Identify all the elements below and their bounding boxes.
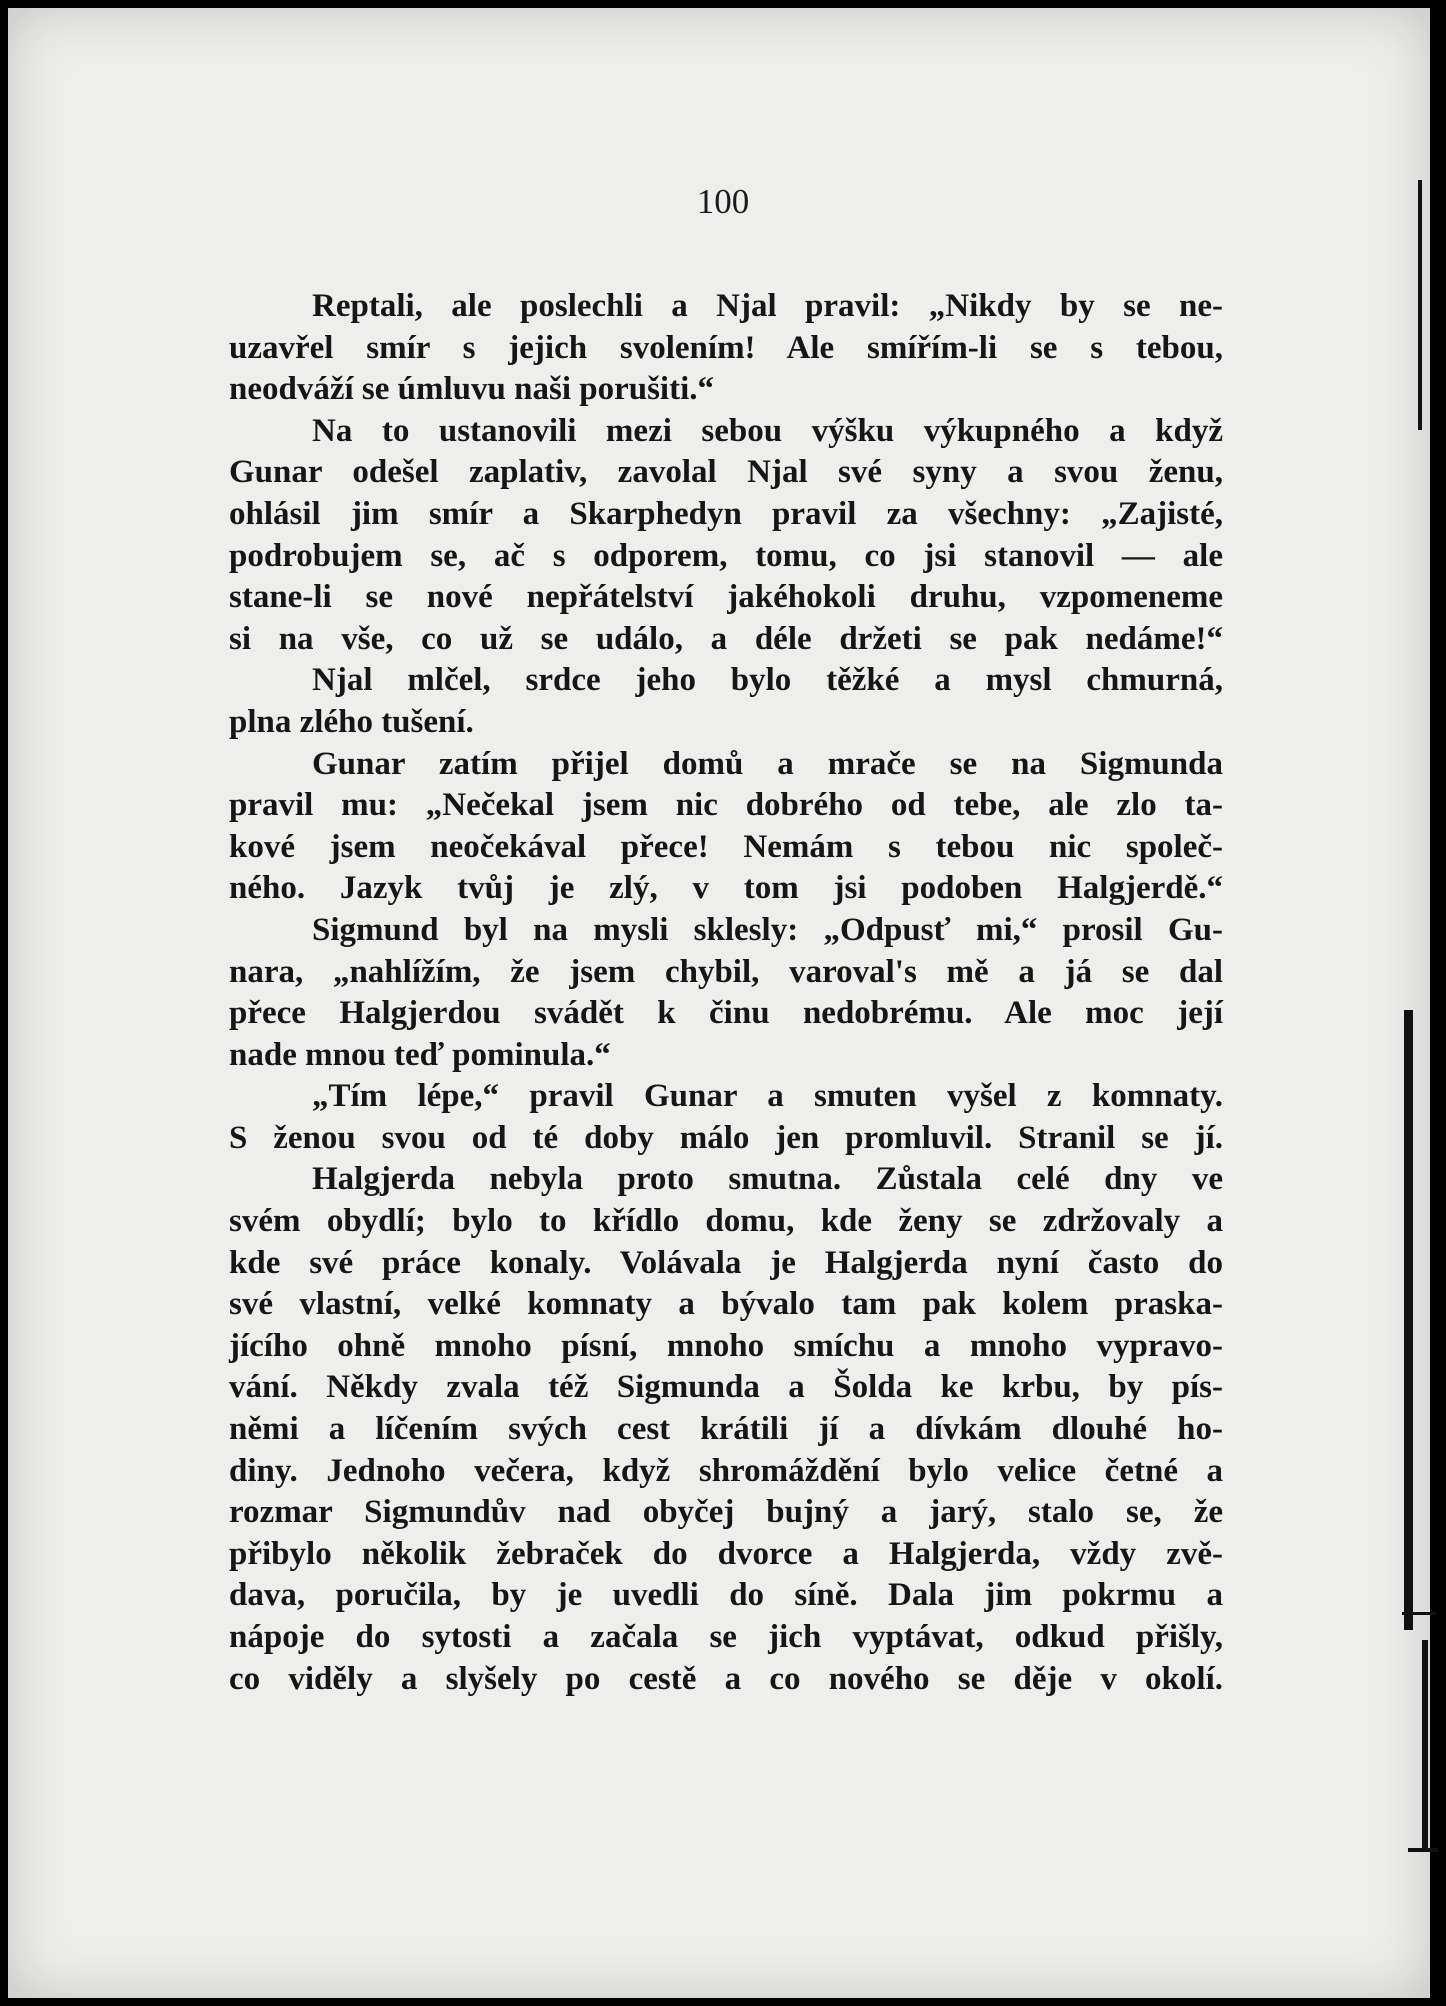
text-line: Gunar odešel zaplativ, zavolal Njal své syny a svou ženu, xyxy=(229,454,1223,491)
text-line: Reptali, ale poslechli a Njal pravil: „Nikdy by se ne- xyxy=(312,288,1223,324)
text-line: Halgjerda nebyla proto smutna. Zůstala celé dny ve xyxy=(312,1161,1223,1198)
text-line: kové jsem neočekával přece! Nemám s tebou nic společ- xyxy=(229,828,1223,865)
text-line: jícího ohně mnoho písní, mnoho smíchu a mnoho vypravo- xyxy=(229,1327,1223,1364)
text-line: uzavřel smír s jejich svolením! Ale smířím-li se s tebou, xyxy=(229,329,1223,366)
text-line: podrobujem se, ač s odporem, tomu, co jsi stanovil — ale xyxy=(229,537,1223,574)
text-line: plna zlého tušení. xyxy=(229,703,474,740)
text-line: rozmar Sigmundův nad obyčej bujný a jarý, stalo se, že xyxy=(229,1494,1223,1531)
text-line: kde své práce konaly. Volávala je Halgjerda nyní často do xyxy=(229,1244,1223,1281)
text-line: přibylo několik žebraček do dvorce a Halgjerda, vždy zvě- xyxy=(229,1535,1223,1572)
text-line: stane-li se nové nepřátelství jakéhokoli druhu, vzpomeneme xyxy=(229,579,1223,616)
paragraph xyxy=(229,286,1223,411)
paragraph xyxy=(229,744,1223,910)
text-line: pravil mu: „Nečekal jsem nic dobrého od tebe, ale zlo ta- xyxy=(229,787,1223,824)
paragraph xyxy=(229,1159,1223,1700)
paragraph xyxy=(229,910,1223,1076)
paragraph xyxy=(229,1076,1223,1159)
text-line: si na vše, co už se událo, a déle držeti se pak nedáme!“ xyxy=(229,620,1223,657)
text-line: diny. Jednoho večera, když shromáždění bylo velice četné a xyxy=(229,1452,1223,1489)
text-line: Gunar zatím přijel domů a mrače se na Sigmunda xyxy=(312,745,1223,782)
text-line: Njal mlčel, srdce jeho bylo těžké a mysl chmurná, xyxy=(312,662,1223,699)
binding-edge-tick xyxy=(1408,1848,1438,1852)
text-line: ohlásil jim smír a Skarphedyn pravil za všechny: „Zajisté, xyxy=(229,495,1223,532)
paragraph xyxy=(229,660,1223,743)
binding-edge-line xyxy=(1422,1640,1428,1850)
text-line: co viděly a slyšely po cestě a co nového se děje v okolí. xyxy=(229,1660,1223,1697)
paragraph xyxy=(229,411,1223,661)
page-number: 100 xyxy=(696,182,750,221)
text-line: „Tím lépe,“ pravil Gunar a smuten vyšel z komnaty. xyxy=(312,1078,1223,1115)
text-line: své vlastní, velké komnaty a bývalo tam pak kolem praska- xyxy=(229,1286,1223,1323)
text-line: nara, „nahlížím, že jsem chybil, varoval's mě a já se dal xyxy=(229,953,1223,990)
text-line: neodváží se úmluvu naši porušiti.“ xyxy=(229,371,715,408)
text-line: dava, poručila, by je uvedli do síně. Dala jim pokrmu a xyxy=(229,1577,1223,1614)
text-line: Sigmund byl na mysli sklesly: „Odpusť mi,“ prosil Gu- xyxy=(312,911,1223,948)
text-line: S ženou svou od té doby málo jen promluvil. Stranil se jí. xyxy=(229,1119,1223,1156)
text-line: nade mnou teď pominula.“ xyxy=(229,1036,611,1073)
text-line: přece Halgjerdou svádět k činu nedobrému. Ale moc její xyxy=(229,995,1223,1032)
text-line: ného. Jazyk tvůj je zlý, v tom jsi podoben Halgjerdě.“ xyxy=(229,870,1223,907)
text-line: Na to ustanovili mezi sebou výšku výkupného a když xyxy=(312,412,1223,449)
text-line: nápoje do sytosti a začala se jich vyptávat, odkud přišly, xyxy=(229,1619,1223,1655)
binding-edge-line xyxy=(1404,1010,1413,1630)
text-line: vání. Někdy zvala též Sigmunda a Šolda ke krbu, by pís- xyxy=(229,1369,1223,1406)
body-text xyxy=(229,286,1223,1700)
binding-edge-tick xyxy=(1402,1612,1436,1615)
text-line: němi a líčením svých cest krátili jí a dívkám dlouhé ho- xyxy=(229,1411,1223,1448)
text-line: svém obydlí; bylo to křídlo domu, kde ženy se zdržovaly a xyxy=(229,1203,1223,1240)
